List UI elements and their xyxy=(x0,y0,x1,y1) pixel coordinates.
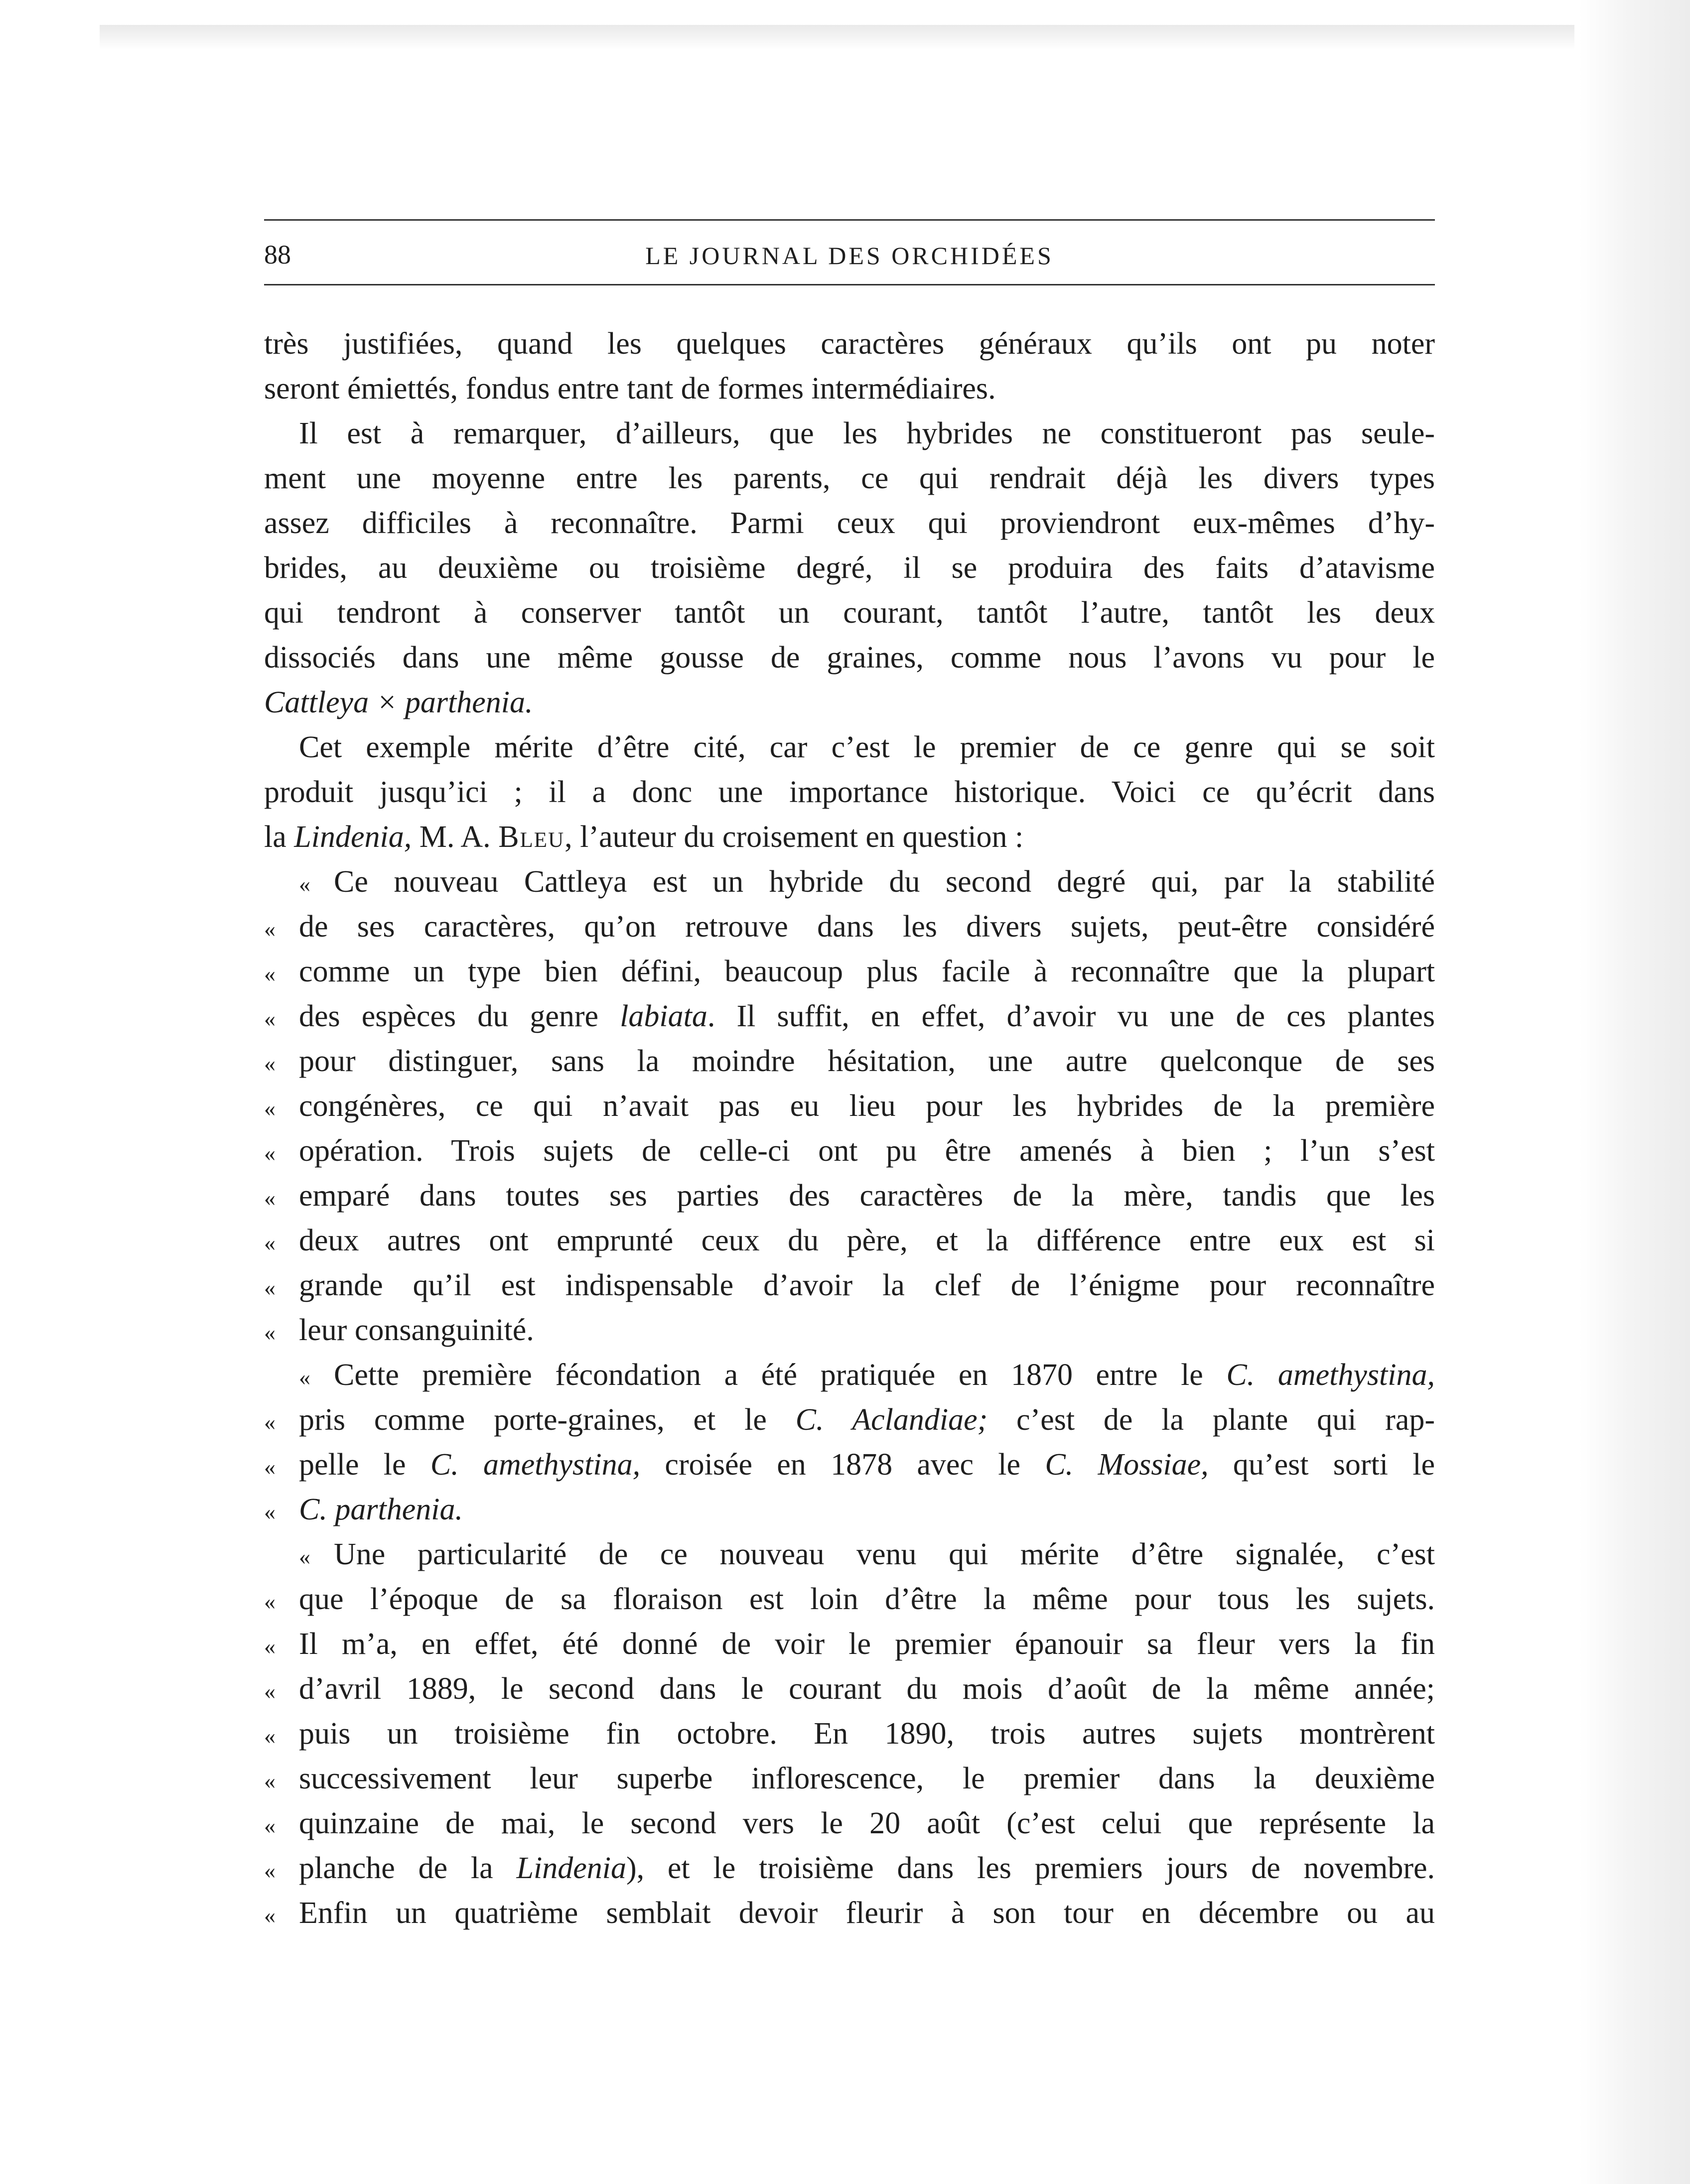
scan-edge-right xyxy=(1579,0,1690,2184)
quote-line: « Cette première fécondation a été pratiquée en 1870 entre le C. amethystina, xyxy=(299,1358,1435,1392)
quote-line: « des espèces du genre labiata. Il suffit, en effet, d’avoir vu une de ces plantes xyxy=(264,999,1435,1033)
quote-line: « pelle le C. amethystina, croisée en 1878 avec le C. Mossiae, qu’est sorti le xyxy=(264,1448,1435,1482)
quote-line: « puis un troisième fin octobre. En 1890, trois autres sujets montrèrent xyxy=(264,1717,1435,1751)
text-line: assez difficiles à reconnaître. Parmi ceux qui proviendront eux-mêmes d’hy- xyxy=(264,506,1435,540)
quote-line: « Une particularité de ce nouveau venu qui mérite d’être signalée, c’est xyxy=(299,1537,1435,1571)
quote-line: « d’avril 1889, le second dans le courant du mois d’août de la même année; xyxy=(264,1672,1435,1706)
quote-line: « leur consanguinité. xyxy=(264,1313,534,1347)
quote-line: « de ses caractères, qu’on retrouve dans les divers sujets, peut-être considéré xyxy=(264,910,1435,944)
text-line: produit jusqu’ici ; il a donc une importance historique. Voici ce qu’écrit dans xyxy=(264,775,1435,809)
text-line: qui tendront à conserver tantôt un courant, tantôt l’autre, tantôt les deux xyxy=(264,596,1435,630)
quote-line: « Ce nouveau Cattleya est un hybride du second degré qui, par la stabilité xyxy=(299,865,1435,899)
text-line: très justifiées, quand les quelques caractères généraux qu’ils ont pu noter xyxy=(264,327,1435,361)
quote-line: « opération. Trois sujets de celle-ci ont pu être amenés à bien ; l’un s’est xyxy=(264,1134,1435,1168)
running-title: LE JOURNAL DES ORCHIDÉES xyxy=(645,242,1054,270)
text-line: Cet exemple mérite d’être cité, car c’est le premier de ce genre qui se soit xyxy=(299,730,1435,764)
running-header xyxy=(264,239,1435,274)
quote-line: « grande qu’il est indispensable d’avoir la clef de l’énigme pour reconnaître xyxy=(264,1268,1435,1302)
quote-line: « C. parthenia. xyxy=(264,1493,463,1526)
text-line: seront émiettés, fondus entre tant de formes intermédiaires. xyxy=(264,372,996,406)
quote-line: « quinzaine de mai, le second vers le 20 août (c’est celui que représente la xyxy=(264,1806,1435,1840)
text-line: la Lindenia, M. A. Bleu, l’auteur du croisement en question : xyxy=(264,820,1024,854)
text-line: Il est à remarquer, d’ailleurs, que les hybrides ne constitueront pas seule- xyxy=(299,416,1435,450)
quote-line: « pris comme porte-graines, et le C. Aclandiae; c’est de la plante qui rap- xyxy=(264,1403,1435,1437)
text-line: Cattleya × parthenia. xyxy=(264,685,533,719)
quote-line: « deux autres ont emprunté ceux du père, et la différence entre eux est si xyxy=(264,1224,1435,1257)
quote-line: « emparé dans toutes ses parties des caractères de la mère, tandis que les xyxy=(264,1179,1435,1213)
quote-line: « successivement leur superbe inflorescence, le premier dans la deuxième xyxy=(264,1762,1435,1795)
text-line: dissociés dans une même gousse de graines, comme nous l’avons vu pour le xyxy=(264,641,1435,675)
quote-line: « congénères, ce qui n’avait pas eu lieu pour les hybrides de la première xyxy=(264,1089,1435,1123)
quote-line: « comme un type bien défini, beaucoup plus facile à reconnaître que la plupart xyxy=(264,955,1435,988)
quote-line: « Enfin un quatrième semblait devoir fleurir à son tour en décembre ou au xyxy=(264,1896,1435,1930)
quote-line: « que l’époque de sa floraison est loin d’être la même pour tous les sujets. xyxy=(264,1582,1435,1616)
header-rule-top xyxy=(264,219,1435,221)
page-number: 88 xyxy=(264,240,291,270)
body-text xyxy=(264,321,1435,1935)
quote-line: « Il m’a, en effet, été donné de voir le premier épanouir sa fleur vers la fin xyxy=(264,1627,1435,1661)
text-line: brides, au deuxième ou troisième degré, il se produira des faits d’atavisme xyxy=(264,551,1435,585)
header-rule-bottom xyxy=(264,284,1435,285)
quote-line: « pour distinguer, sans la moindre hésitation, une autre quelconque de ses xyxy=(264,1044,1435,1078)
quote-line: « planche de la Lindenia), et le troisième dans les premiers jours de novembre. xyxy=(264,1851,1435,1885)
scan-edge-top xyxy=(100,25,1574,50)
text-line: ment une moyenne entre les parents, ce qui rendrait déjà les divers types xyxy=(264,461,1435,495)
